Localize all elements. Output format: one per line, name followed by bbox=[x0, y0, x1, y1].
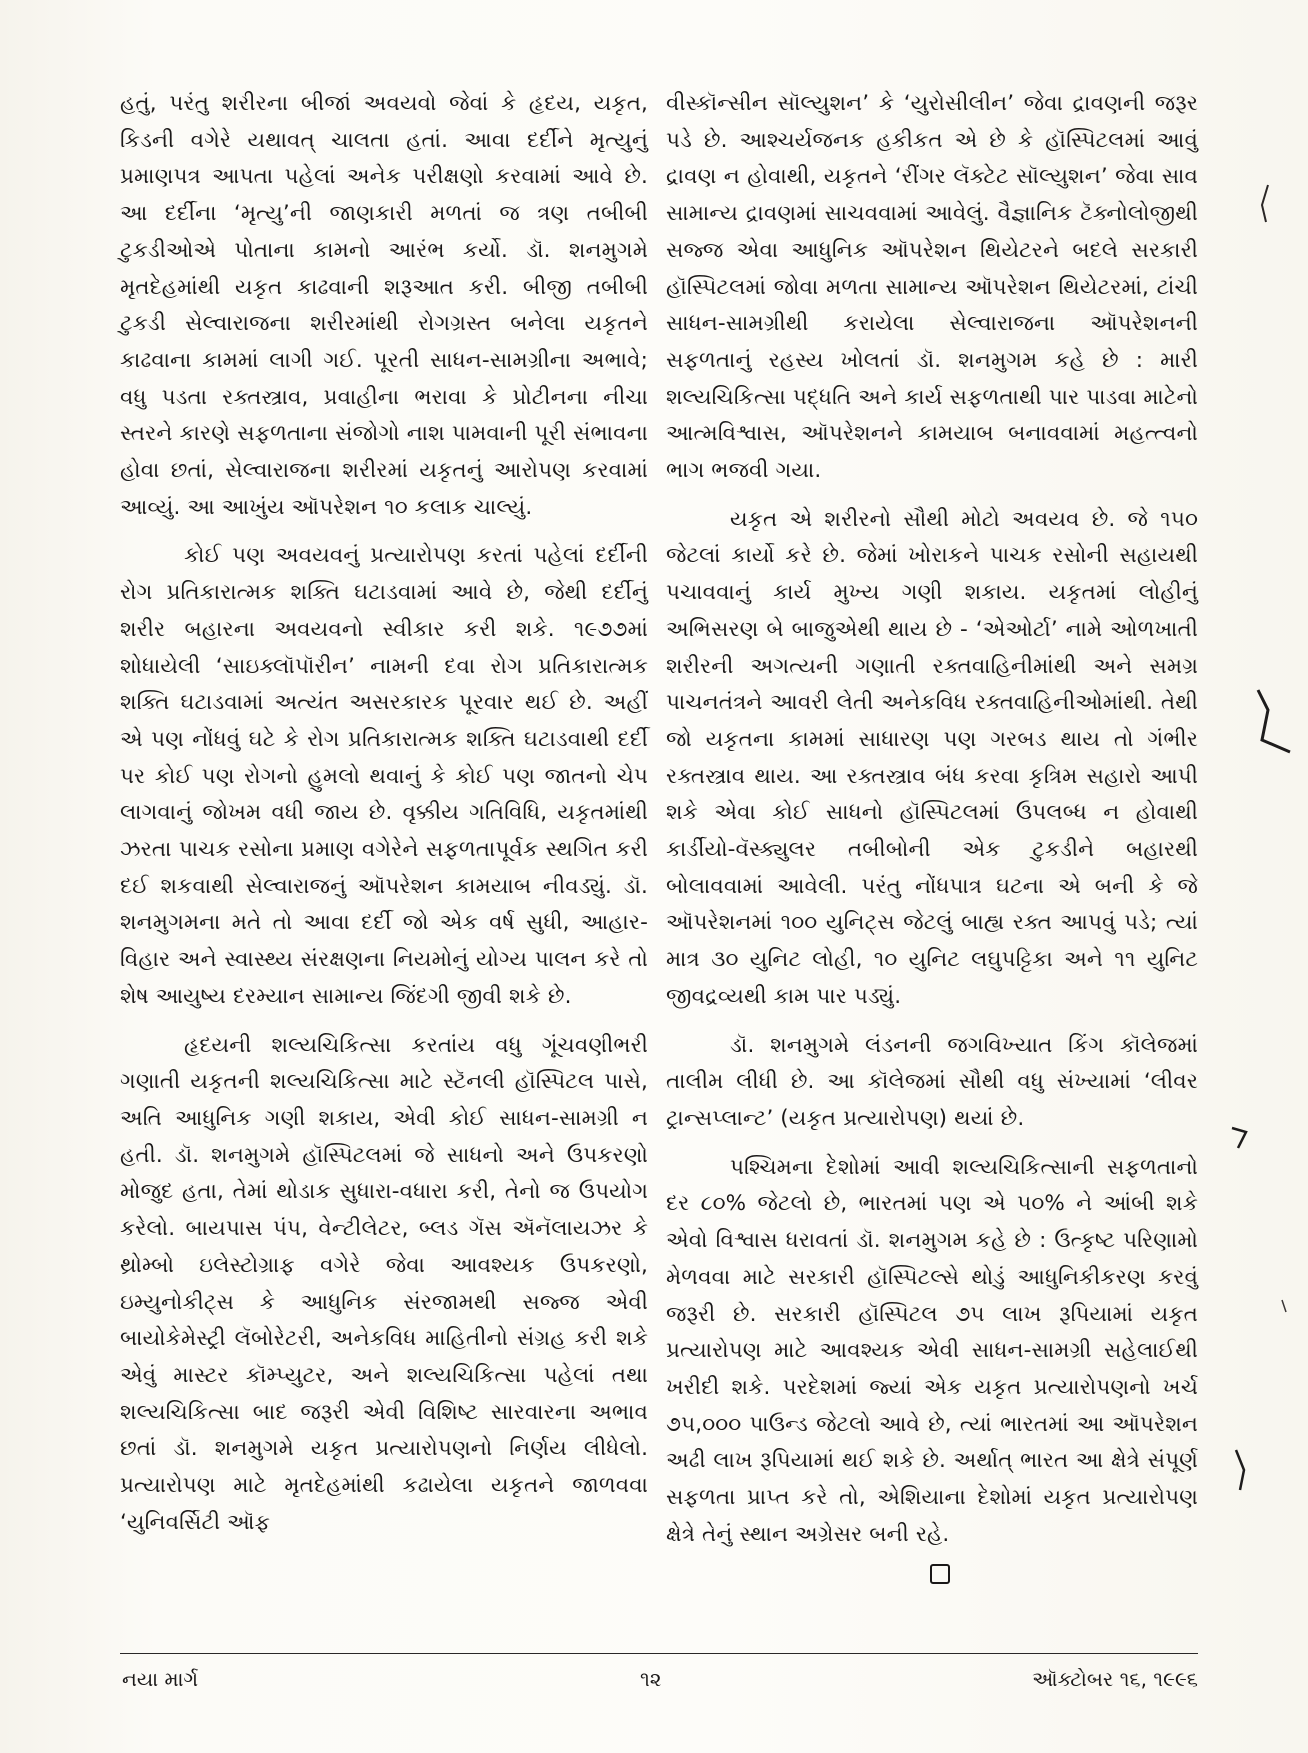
paragraph: પશ્ચિમના દેશોમાં આવી શલ્યચિકિત્સાની સફળતાનો દર ૮૦% જેટલો છે, ભારતમાં પણ એ ૫૦% ને આંબી શકે એવો વિશ્વાસ ધરાવતાં ડૉ. શનમુગમ કહે છે : ઉત્કૃષ્ટ પરિણામો મેળવવા માટે સરકારી હૉસ્પિટલ્સે થોડું આધુનિકીકરણ કરવું જરૂરી છે. સરકારી હૉસ્પિટલ ૭૫ લાખ રૂપિયામાં યકૃત પ્રત્યારોપણ માટે આવશ્યક એવી સાધન-સામગ્રી સહેલાઈથી ખરીદી શકે. પરદેશમાં જ્યાં એક યકૃત પ્રત્યારોપણનો ખર્ચ ૭૫,૦૦૦ પાઉન્ડ જેટલો આવે છે, ત્યાં ભારતમાં આ ઑપરેશન અઢી લાખ રૂપિયામાં થઈ શકે છે. અર્થાત્ ભારત આ ક્ષેત્રે સંપૂર્ણ સફળતા પ્રાપ્ત કરે તો, એશિયાના દેશોમાં યકૃત પ્રત્યારોપણ ક્ષેત્રે તેનું સ્થાન અગ્રેસર બની રહે. bbox=[666, 1154, 1198, 1547]
left-column bbox=[120, 86, 648, 1541]
paragraph: હૃદયની શલ્યચિકિત્સા કરતાંય વધુ ગૂંચવણીભરી ગણાતી યકૃતની શલ્યચિકિત્સા માટે સ્ટૅનલી હૉસ્પિટલ પાસે, અતિ આધુનિક ગણી શકાય, એવી કોઈ સાધન-સામગ્રી ન હતી. ડૉ. શનમુગમે હૉસ્પિટલમાં જે સાધનો અને ઉપકરણો મોજુદ હતા, તેમાં થોડાક સુધારા-વધારા કરી, તેનો જ ઉપયોગ કરેલો. બાયપાસ પંપ, વેન્ટીલેટર, બ્લડ ગૅસ ઍનૅલાયઝર કે થ્રોમ્બો ઇલેસ્ટોગ્રાફ વગેરે જેવા આવશ્યક ઉપકરણો, ઇમ્યુનોકીટ્સ કે આધુનિક સંરજામથી સજ્જ એવી બાયોકેમેસ્ટ્રી લૅબોરેટરી, અનેકવિધ માહિતીનો સંગ્રહ કરી શકે એવું માસ્ટર કૉમ્પ્યુટર, અને શલ્યચિકિત્સા પહેલાં તથા શલ્યચિકિત્સા બાદ જરૂરી એવી વિશિષ્ટ સારવારના અભાવ છતાં ડૉ. શનમુગમે યકૃત પ્રત્યારોપણનો નિર્ણય લીધેલો. પ્રત્યારોપણ માટે મૃતદેહમાંથી કઢાયેલા યકૃતને જાળવવા ‘યુનિવર્સિટી ઑફ bbox=[120, 1032, 648, 1535]
right-column bbox=[666, 86, 1198, 1589]
publication-name: નયા માર્ગ bbox=[122, 1667, 199, 1691]
end-of-article-icon bbox=[930, 1564, 950, 1584]
footer-rule bbox=[120, 1653, 1198, 1654]
paragraph: વીસ્કૉન્સીન સૉલ્યુશન’ કે ‘યુરોસીલીન’ જેવા દ્રાવણની જરૂર પડે છે. આશ્ચર્યજનક હકીકત એ છે કે હૉસ્પિટલમાં આવું દ્રાવણ ન હોવાથી, યકૃતને ‘રીંગર લૅક્ટેટ સૉલ્યુશન’ જેવા સાવ સામાન્ય દ્રાવણમાં સાચવવામાં આવેલું. વૈજ્ઞાનિક ટૅક્નોલોજીથી સજ્જ એવા આધુનિક ઑપરેશન થિયેટરને બદલે સરકારી હૉસ્પિટલમાં જોવા મળતા સામાન્ય ઑપરેશન થિયેટરમાં, ટાંચી સાધન-સામગ્રીથી કરાયેલા સેલ્વારાજના ઑપરેશનની સફળતાનું રહસ્ય ખોલતાં ડૉ. શનમુગમ કહે છે : મારી શલ્યચિકિત્સા પદ્ધતિ અને કાર્ય સફળતાથી પાર પાડવા માટેનો આત્મવિશ્વાસ, ઑપરેશનને કામયાબ બનાવવામાં મહત્ત્વનો ભાગ ભજવી ગયા. bbox=[666, 91, 1198, 484]
paragraph: યકૃત એ શરીરનો સૌથી મોટો અવયવ છે. જે ૧૫૦ જેટલાં કાર્યો કરે છે. જેમાં ખોરાકને પાચક રસોની સહાયથી પચાવવાનું કાર્ય મુખ્ય ગણી શકાય. યકૃતમાં લોહીનું અભિસરણ બે બાજુએથી થાય છે - ‘એઓર્ટા’ નામે ઓળખાતી શરીરની અગત્યની ગણાતી રક્તવાહિનીમાંથી અને સમગ્ર પાચનતંત્રને આવરી લેતી અનેકવિધ રક્તવાહિનીઓમાંથી. તેથી જો યકૃતના કામમાં સાધારણ પણ ગરબડ થાય તો ગંભીર રક્તસ્ત્રાવ થાય. આ રક્તસ્ત્રાવ બંધ કરવા કૃત્રિમ સહારો આપી શકે એવા કોઈ સાધનો હૉસ્પિટલમાં ઉપલબ્ધ ન હોવાથી કાર્ડીયો-વૅસ્ક્યુલર તબીબોની એક ટુકડીને બહારથી બોલાવવામાં આવેલી. પરંતુ નોંધપાત્ર ઘટના એ બની કે જે ઑપરેશનમાં ૧૦૦ યુનિટ્સ જેટલું બાહ્ય રક્ત આપવું પડે; ત્યાં માત્ર ૩૦ યુનિટ લોહી, ૧૦ યુનિટ લઘુપટ્ટિકા અને ૧૧ યુનિટ જીવદ્રવ્યથી કામ પાર પડ્યું. bbox=[666, 506, 1198, 1009]
issue-date: ઑક્ટોબર ૧૬, ૧૯૯૬ bbox=[1032, 1667, 1198, 1691]
paragraph: ડૉ. શનમુગમે લંડનની જગવિખ્યાત કિંગ કૉલેજમાં તાલીમ લીધી છે. આ કૉલેજમાં સૌથી વધુ સંખ્યામાં ‘લીવર ટ્રાન્સપ્લાન્ટ’ (યકૃત પ્રત્યારોપણ) થયાં છે. bbox=[666, 1032, 1198, 1131]
page-number: ૧૨ bbox=[640, 1667, 662, 1691]
paragraph: કોઈ પણ અવયવનું પ્રત્યારોપણ કરતાં પહેલાં દર્દીની રોગ પ્રતિકારાત્મક શક્તિ ઘટાડવામાં આવે છે, જેથી દર્દીનું શરીર બહારના અવયવનો સ્વીકાર કરી શકે. ૧૯૭૭માં શોધાયેલી ‘સાઇક્લૉપૉરીન’ નામની દવા રોગ પ્રતિકારાત્મક શક્તિ ઘટાડવામાં અત્યંત અસરકારક પૂરવાર થઈ છે. અહીં એ પણ નોંધવું ઘટે કે રોગ પ્રતિકારાત્મક શક્તિ ઘટાડવાથી દર્દી પર કોઈ પણ રોગનો હુમલો થવાનું કે કોઈ પણ જાતનો ચેપ લાગવાનું જોખમ વધી જાય છે. વૃક્કીય ગતિવિધિ, યકૃતમાંથી ઝરતા પાચક રસોના પ્રમાણ વગેરેને સફળતાપૂર્વક સ્થગિત કરી દઈ શકવાથી સેલ્વારાજનું ઑપરેશન કામયાબ નીવડ્યું. ડૉ. શનમુગમના મતે તો આવા દર્દી જો એક વર્ષ સુધી, આહાર-વિહાર અને સ્વાસ્થ્ય સંરક્ષણના નિયમોનું યોગ્ય પાલન કરે તો શેષ આયુષ્ય દરમ્યાન સામાન્ય જિંદગી જીવી શકે છે. bbox=[120, 543, 648, 1009]
paragraph: હતું, પરંતુ શરીરના બીજાં અવયવો જેવાં કે હૃદય, યકૃત, કિડની વગેરે યથાવત્ ચાલતા હતાં. આવા દર્દીને મૃત્યુનું પ્રમાણપત્ર આપતા પહેલાં અનેક પરીક્ષણો કરવામાં આવે છે. આ દર્દીના ‘મૃત્યુ’ની જાણકારી મળતાં જ ત્રણ તબીબી ટુકડીઓએ પોતાના કામનો આરંભ કર્યો. ડૉ. શનમુગમે મૃતદેહમાંથી યકૃત કાઢવાની શરૂઆત કરી. બીજી તબીબી ટુકડી સેલ્વારાજના શરીરમાંથી રોગગ્રસ્ત બનેલા યકૃતને કાઢવાના કામમાં લાગી ગઈ. પૂરતી સાધન-સામગ્રીના અભાવે; વધુ પડતા રક્તસ્ત્રાવ, પ્રવાહીના ભરાવા કે પ્રોટીનના નીચા સ્તરને કારણે સફળતાના સંજોગો નાશ પામવાની પૂરી સંભાવના હોવા છતાં, સેલ્વારાજના શરીરમાં યકૃતનું આરોપણ કરવામાં આવ્યું. આ આખુંય ઑપરેશન ૧૦ કલાક ચાલ્યું. bbox=[120, 91, 649, 520]
article-end-row bbox=[666, 1559, 1198, 1589]
